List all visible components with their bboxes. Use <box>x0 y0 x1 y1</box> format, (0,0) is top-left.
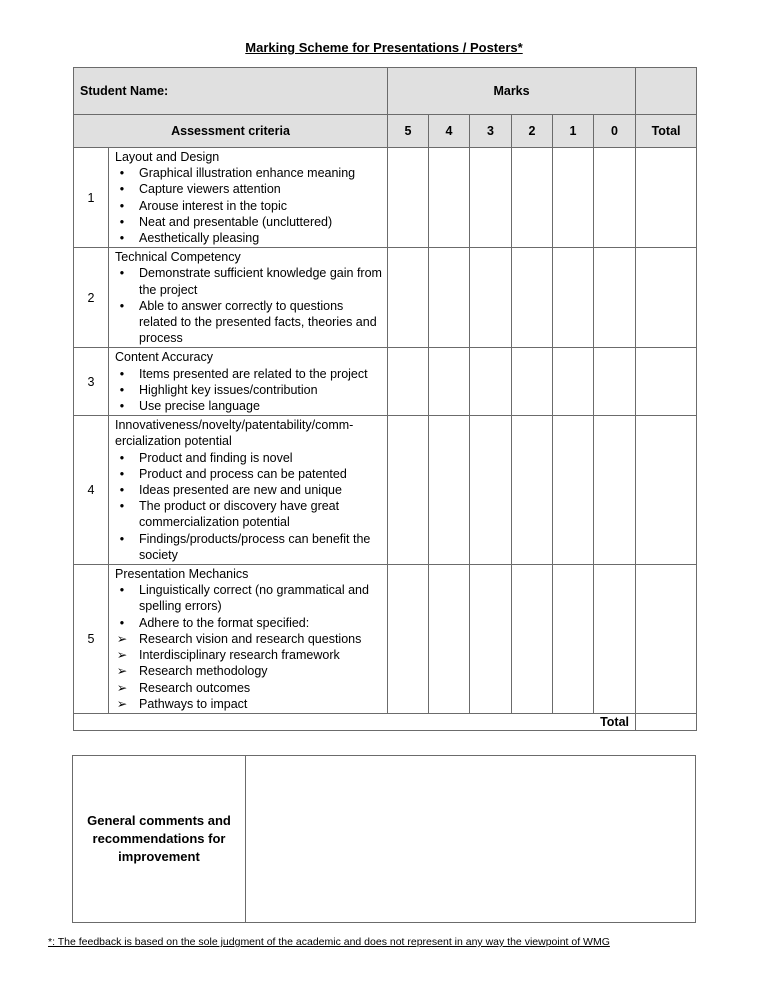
criteria-item: • Findings/products/process can benefit the society <box>115 531 383 563</box>
bullet-icon: • <box>119 450 125 465</box>
mark-cell-5[interactable] <box>388 348 429 416</box>
criteria-number: 2 <box>74 248 109 348</box>
criteria-item: • Product and process can be patented <box>115 466 383 482</box>
criteria-item: • Linguistically correct (no grammatical and spelling errors) <box>115 582 383 614</box>
criteria-item: • Ideas presented are new and unique <box>115 482 383 498</box>
mark-col-1: 1 <box>553 115 594 148</box>
bullet-icon: • <box>119 366 125 381</box>
criteria-rows <box>74 148 697 714</box>
criteria-item: ➢ Research outcomes <box>116 680 251 695</box>
criteria-heading: Innovativeness/novelty/patentability/comm-ercialization potential <box>115 418 354 449</box>
mark-cell-4[interactable] <box>429 248 470 348</box>
bullet-icon: • <box>119 266 125 281</box>
criteria-heading: Content Accuracy <box>115 350 213 365</box>
criteria-description <box>109 348 388 416</box>
criteria-row <box>74 248 697 348</box>
row-total-cell[interactable] <box>636 348 697 416</box>
mark-cell-2[interactable] <box>512 565 553 714</box>
criteria-items <box>115 450 383 563</box>
criteria-description <box>109 248 388 348</box>
mark-cell-2[interactable] <box>512 416 553 565</box>
bullet-icon: • <box>119 231 125 246</box>
mark-cell-1[interactable] <box>553 348 594 416</box>
criteria-description <box>109 416 388 565</box>
criteria-heading: Layout and Design <box>115 150 220 164</box>
row-total-cell[interactable] <box>636 416 697 565</box>
bullet-icon: • <box>119 182 125 197</box>
marks-header: Marks <box>388 68 636 115</box>
mark-cell-4[interactable] <box>429 565 470 714</box>
mark-cell-2[interactable] <box>512 348 553 416</box>
criteria-row <box>74 148 697 248</box>
comments-field[interactable] <box>246 756 696 923</box>
mark-col-0: 0 <box>594 115 636 148</box>
criteria-number: 4 <box>74 416 109 565</box>
criteria-item: • Able to answer correctly to questions related to the presented facts, theories and process <box>115 298 383 347</box>
mark-cell-1[interactable] <box>553 148 594 248</box>
mark-cell-5[interactable] <box>388 148 429 248</box>
arrow-bullet-icon: ➢ <box>116 680 128 695</box>
criteria-item: • Neat and presentable (uncluttered) <box>115 214 383 230</box>
mark-cell-0[interactable] <box>594 348 636 416</box>
mark-col-4: 4 <box>429 115 470 148</box>
criteria-number: 5 <box>74 565 109 714</box>
criteria-item: ➢ Research methodology <box>116 664 268 679</box>
criteria-number: 1 <box>74 148 109 248</box>
mark-cell-5[interactable] <box>388 565 429 714</box>
criteria-items <box>115 582 383 712</box>
arrow-bullet-icon: ➢ <box>116 664 128 679</box>
grand-total-cell[interactable] <box>636 713 697 730</box>
criteria-row <box>74 416 697 565</box>
mark-cell-3[interactable] <box>470 416 512 565</box>
criteria-item: ➢ Interdisciplinary research framework <box>116 648 340 663</box>
mark-cell-3[interactable] <box>470 248 512 348</box>
document-title: Marking Scheme for Presentations / Posters* <box>245 40 523 55</box>
criteria-heading: Technical Competency <box>115 250 241 265</box>
bullet-icon: • <box>119 298 125 313</box>
mark-cell-3[interactable] <box>470 348 512 416</box>
criteria-item: ➢ Pathways to impact <box>116 696 248 711</box>
row-total-cell[interactable] <box>636 248 697 348</box>
criteria-item: • Highlight key issues/contribution <box>115 382 383 398</box>
bullet-icon: • <box>119 615 125 630</box>
criteria-item: • Adhere to the format specified: <box>115 615 383 631</box>
mark-cell-4[interactable] <box>429 416 470 565</box>
mark-col-3: 3 <box>470 115 512 148</box>
total-col-header: Total <box>636 115 697 148</box>
arrow-bullet-icon: ➢ <box>116 696 128 711</box>
mark-cell-5[interactable] <box>388 248 429 348</box>
bullet-icon: • <box>119 198 125 213</box>
bullet-icon: • <box>119 166 125 181</box>
criteria-row <box>74 348 697 416</box>
criteria-item: • Arouse interest in the topic <box>115 198 383 214</box>
criteria-item: • Graphical illustration enhance meaning <box>115 165 383 181</box>
header-blank-cell <box>636 68 697 115</box>
row-total-cell[interactable] <box>636 148 697 248</box>
grand-total-label: Total <box>74 713 636 730</box>
mark-cell-0[interactable] <box>594 248 636 348</box>
footnote: *: The feedback is based on the sole judgment of the academic and does not represent in any way the viewpoint of WMG <box>48 936 610 948</box>
criteria-item: • Demonstrate sufficient knowledge gain from the project <box>115 265 383 297</box>
criteria-item: • Use precise language <box>115 398 383 414</box>
mark-cell-0[interactable] <box>594 565 636 714</box>
criteria-items <box>115 366 383 415</box>
mark-cell-3[interactable] <box>470 148 512 248</box>
comments-label: General comments and recommendations for improvement <box>73 756 246 923</box>
criteria-description <box>109 565 388 714</box>
bullet-icon: • <box>119 382 125 397</box>
mark-cell-1[interactable] <box>553 416 594 565</box>
criteria-item: ➢ Research vision and research questions <box>116 631 362 646</box>
bullet-icon: • <box>119 399 125 414</box>
criteria-items <box>115 265 383 346</box>
mark-cell-1[interactable] <box>553 565 594 714</box>
criteria-item: • The product or discovery have great commercialization potential <box>115 498 383 530</box>
bullet-icon: • <box>119 214 125 229</box>
mark-cell-3[interactable] <box>470 565 512 714</box>
bullet-icon: • <box>119 499 125 514</box>
criteria-heading: Presentation Mechanics <box>115 567 249 582</box>
comments-table <box>72 755 696 923</box>
mark-cell-4[interactable] <box>429 348 470 416</box>
criteria-number: 3 <box>74 348 109 416</box>
mark-cell-2[interactable] <box>512 248 553 348</box>
criteria-item: • Items presented are related to the project <box>115 366 383 382</box>
mark-cell-1[interactable] <box>553 248 594 348</box>
bullet-icon: • <box>119 531 125 546</box>
mark-cell-5[interactable] <box>388 416 429 565</box>
mark-cell-2[interactable] <box>512 148 553 248</box>
bullet-icon: • <box>119 466 125 481</box>
arrow-bullet-icon: ➢ <box>116 631 128 646</box>
bullet-icon: • <box>119 583 125 598</box>
criteria-item: • Capture viewers attention <box>115 181 383 197</box>
criteria-description <box>109 148 388 248</box>
marking-table <box>73 67 697 731</box>
mark-cell-0[interactable] <box>594 416 636 565</box>
criteria-items <box>115 165 383 246</box>
criteria-header: Assessment criteria <box>74 115 388 148</box>
criteria-item: • Aesthetically pleasing <box>115 230 383 246</box>
criteria-row <box>74 565 697 714</box>
arrow-bullet-icon: ➢ <box>116 648 128 663</box>
row-total-cell[interactable] <box>636 565 697 714</box>
criteria-item: • Product and finding is novel <box>115 450 383 466</box>
student-name-field[interactable]: Student Name: <box>74 68 388 115</box>
mark-cell-4[interactable] <box>429 148 470 248</box>
mark-cell-0[interactable] <box>594 148 636 248</box>
mark-col-5: 5 <box>388 115 429 148</box>
bullet-icon: • <box>119 483 125 498</box>
mark-col-2: 2 <box>512 115 553 148</box>
